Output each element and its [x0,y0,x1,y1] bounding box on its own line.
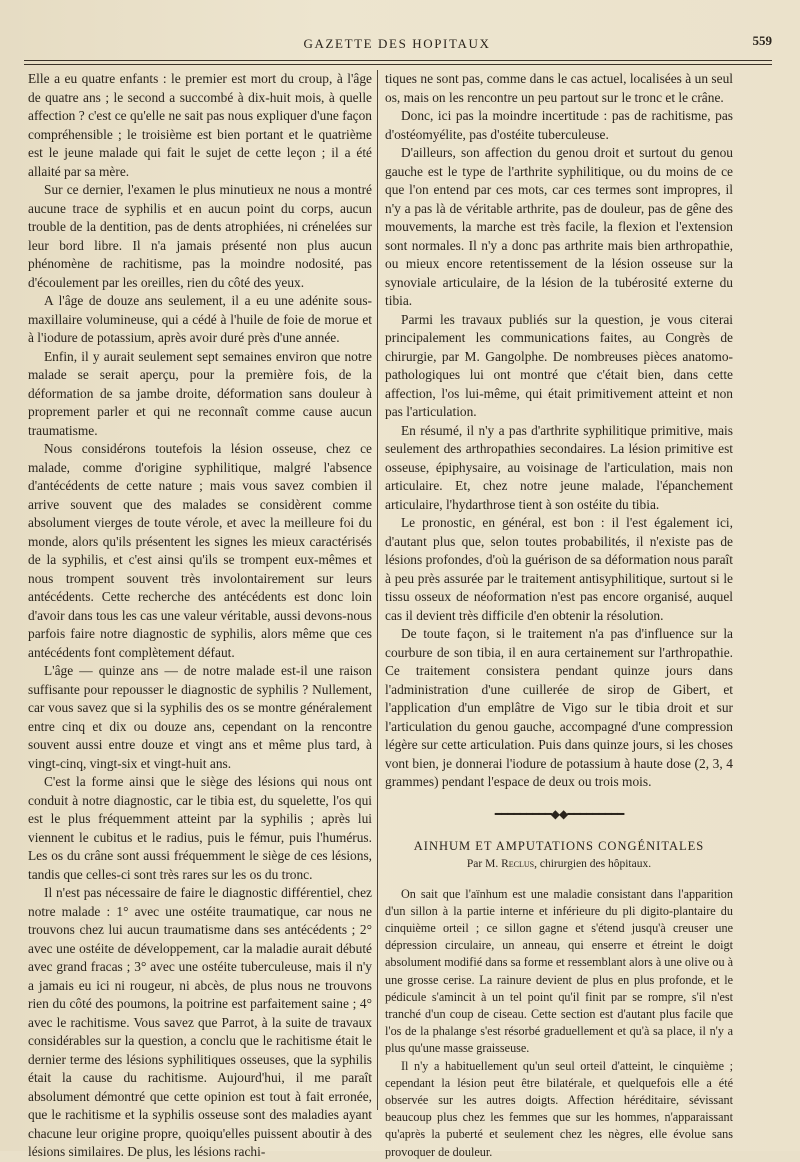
author-name: Reclus [501,857,535,870]
paragraph: En résumé, il n'y a pas d'arthrite syphilitique primitive, mais seulement des arthropathies secondaires. La lésion primitive est osseuse, épiphysaire, au voisinage de l'articulation, mais non articulaire. Et, chez notre jeune malade, l'épanchement articulaire, l'hydarthrose tient à son ostéite du tibia. [385,422,733,512]
paragraph: Il n'est pas nécessaire de faire le diagnostic différentiel, chez notre malade : 1° avec une ostéite traumatique, car nous ne trouvons chez lui aucun traumatisme dans ses antécédents ; 2° avec une ostéite de développement, car la maladie aurait débuté avec grand fracas ; 3° avec une ostéite tuberculeuse, mais il n'y a jamais eu ici ni rougeur, ni abcès, de plus nous ne trouvons rien du côté des poumons, la poitrine est parfaitement saine ; 4° avec le rachitisme. Vous savez que Parrot, à la suite de travaux considérables sur la question, a conclu que le rachitisme était le dernier terme des lésions syphilitiques osseuses, que la syphilis était la cause du rachitisme. Aujourd'hui, il me paraît absolument démontré que cette opinion est tout à fait erronée, que le rachitisme et la syphilis osseuse sont des maladies ayant chacune leur origine propre, quoiqu'elles puissent aboutir à des lésions similaires. De plus, les lésions rachi- [28,885,372,1159]
article-author [385,856,733,872]
author-title: , chirurgien des hôpitaux. [534,857,652,870]
paragraph: Parmi les travaux publiés sur la question, je vous citerai principalement les communications faites, au Congrès de chirurgie, par M. Gangolphe. De nombreuses pièces anatomo-pathologiques lui ont montré que c'était bien, dans cette affection, l'os lui-même, qui était primitivement atteint et non pas l'articulation. [385,311,733,419]
paragraph: Le pronostic, en général, est bon : il l'est également ici, d'autant plus que, selon toutes probabilités, il n'existe pas de lésions profondes, d'où la guérison de sa déformation nous paraît à peu près assurée par le traitement antisyphilitique, surtout si le tissu osseux de néoformation n'est pas encore organisé, auquel cas il devient très difficile d'en obtenir la résolution. [385,515,733,623]
section-ornament: ━━━━━━━━━◆◆━━━━━━━━━ [494,806,624,821]
article-title: AINHUM ET AMPUTATIONS CONGÉNITALES [413,838,705,853]
paragraph: On sait que l'aïnhum est une maladie consistant dans l'apparition d'un sillon à la partie interne et inférieure du pli digito-plantaire du cinquième orteil ; ce sillon gagne et s'étend jusqu'à creuser une dépression circulaire, un anneau, qui enserre et étreint le doigt absolument modifié dans sa forme et ressemblant alors à une olive ou à une grosse cerise. La rainure devient de plus en plus profonde, et le pédicule s'amincit à un tel point qu'il finit par se rompre, s'il n'est tranché d'un coup de ciseau. Cette section est d'autant plus facile que l'os de la phalange s'est résorbé graduellement et qu'à sa place, il n'y a plus qu'une masse graisseuse. [385,886,733,1056]
paragraph: De toute façon, si le traitement n'a pas d'influence sur la courbure de son tibia, il en aura certainement sur l'arthropathie. Ce traitement consistera pendant quinze jours dans l'administration d'une cuillerée de sirop de Gibert, et l'application d'un emplâtre de Vigo sur le tibia droit et sur l'articulation du genou gauche, accompagné d'une compression légère sur cette articulation. Puis dans quinze jours, si les choses vont bien, je donnerai l'iodure de potassium à haute dose (2, 3, 4 grammes) pendant l'espace de deux ou trois mois. [385,626,733,789]
header-rule-thin [24,64,772,65]
paragraph: L'âge — quinze ans — de notre malade est-il une raison suffisante pour repousser le diagnostic de syphilis ? Nullement, car vous savez que si la syphilis des os se montre généralement entre cinq et dix ou douze ans, cependant on la rencontre souvent aussi entre douze et vingt ans et même plus tard, à vingt-cinq, vingt-six et vingt-huit ans. [28,663,372,771]
author-prefix: Par M. [466,857,499,870]
left-column [28,70,372,1162]
paragraph: A l'âge de douze ans seulement, il a eu une adénite sous-maxillaire volumineuse, qui a cédé à l'huile de foie de morue et à l'iodure de potassium, après avoir duré près d'une année. [28,293,372,345]
column-divider [377,70,378,1110]
paragraph: Donc, ici pas la moindre incertitude : pas de rachitisme, pas d'ostéomyélite, pas d'ostéite tuberculeuse. [385,108,733,142]
article-body [385,886,733,1161]
paragraph: Enfin, il y aurait seulement sept semaines environ que notre malade se serait aperçu, pour la première fois, de la déformation de sa jambe droite, déformation sans douleur à proprement parler et qui ne reconnaît comme cause aucun traumatisme. [28,348,372,438]
right-column [385,70,733,1161]
paragraph: D'ailleurs, son affection du genou droit et surtout du genou gauche est le type de l'arthrite syphilitique, ou du moins de ce que l'on entend par ces mots, car ces termes sont impropres, il n'y a pas là de véritable arthrite, pas de douleur, pas de gêne des mouvements, la marche est très facile, la flexion et l'extension sont normales. Il n'y a donc pas arthrite mais bien arthropathie, ou mieux encore retentissement de la lésion osseuse sur la synoviale articulaire, de la lésion de la tubérosité externe du tibia. [385,145,733,308]
page-number: 559 [752,33,772,48]
paragraph: C'est la forme ainsi que le siège des lésions qui nous ont conduit à notre diagnostic, car le tibia est, du squelette, l'os qui est le plus fréquemment atteint par la syphilis ; après lui viennent le cubitus et le radius, puis le fémur, puis l'humérus. Les os du crâne sont aussi fréquemment le siège de ces lésions, tandis que celles-ci sont très rares sur les os du tronc. [28,774,372,882]
paragraph: Elle a eu quatre enfants : le premier est mort du croup, à l'âge de quatre ans ; le second a succombé à dix-huit mois, à quelle affection ? c'est ce qu'elle ne sait pas nous expliquer d'une façon compréhensible ; le troisième est bien portant et le quatrième est le jeune malade qui fait le sujet de cette leçon ; il a été allaité par sa mère. [28,71,372,179]
paragraph: Sur ce dernier, l'examen le plus minutieux ne nous a montré aucune trace de syphilis et en aucun point du corps, aucun trouble de la dentition, pas de dents atrophiées, ni crénelées sur leur bord libre. Il n'a jamais présenté non plus aucun phénomène de rachitisme, pas la moindre nodosité, pas d'écoulement par les oreilles, rien du côté des yeux. [28,182,372,290]
header-rule [24,60,772,61]
paragraph: tiques ne sont pas, comme dans le cas actuel, localisées à un seul os, mais on les rencontre un peu partout sur le tronc et le crâne. [385,71,733,105]
journal-title: GAZETTE DES HOPITAUX [303,36,491,51]
paragraph: Il n'y a habituellement qu'un seul orteil d'atteint, le cinquième ; cependant la lésion peut être bilatérale, et quelquefois elle a été observée sur les autres doigts. Affection héréditaire, sévissant beaucoup plus chez les femmes que sur les hommes, n'apparaissant qu'après la puberté et seulement chez les nègres, elle évolue sans provoquer de douleur. [385,1058,733,1159]
paragraph: Nous considérons toutefois la lésion osseuse, chez ce malade, comme d'origine syphilitique, malgré l'absence d'antécédents de cette nature ; mais vous savez combien il arrive souvent que des malades se considèrent comme absolument vierges de toute vérole, et avec la meilleure foi du monde, alors qu'ils présentent les signes les mieux caractérisés de la syphilis, et c'est ainsi qu'ils se trompent eux-mêmes et nous trompent souvent très involontairement sur leurs antécédents. Cette recherche des antécédents est donc loin d'avoir dans tous les cas une valeur véritable, aussi devons-nous parfois faire notre diagnostic de syphilis, alors même que ces antécédents font complètement défaut. [28,441,372,660]
page-header [22,32,772,60]
